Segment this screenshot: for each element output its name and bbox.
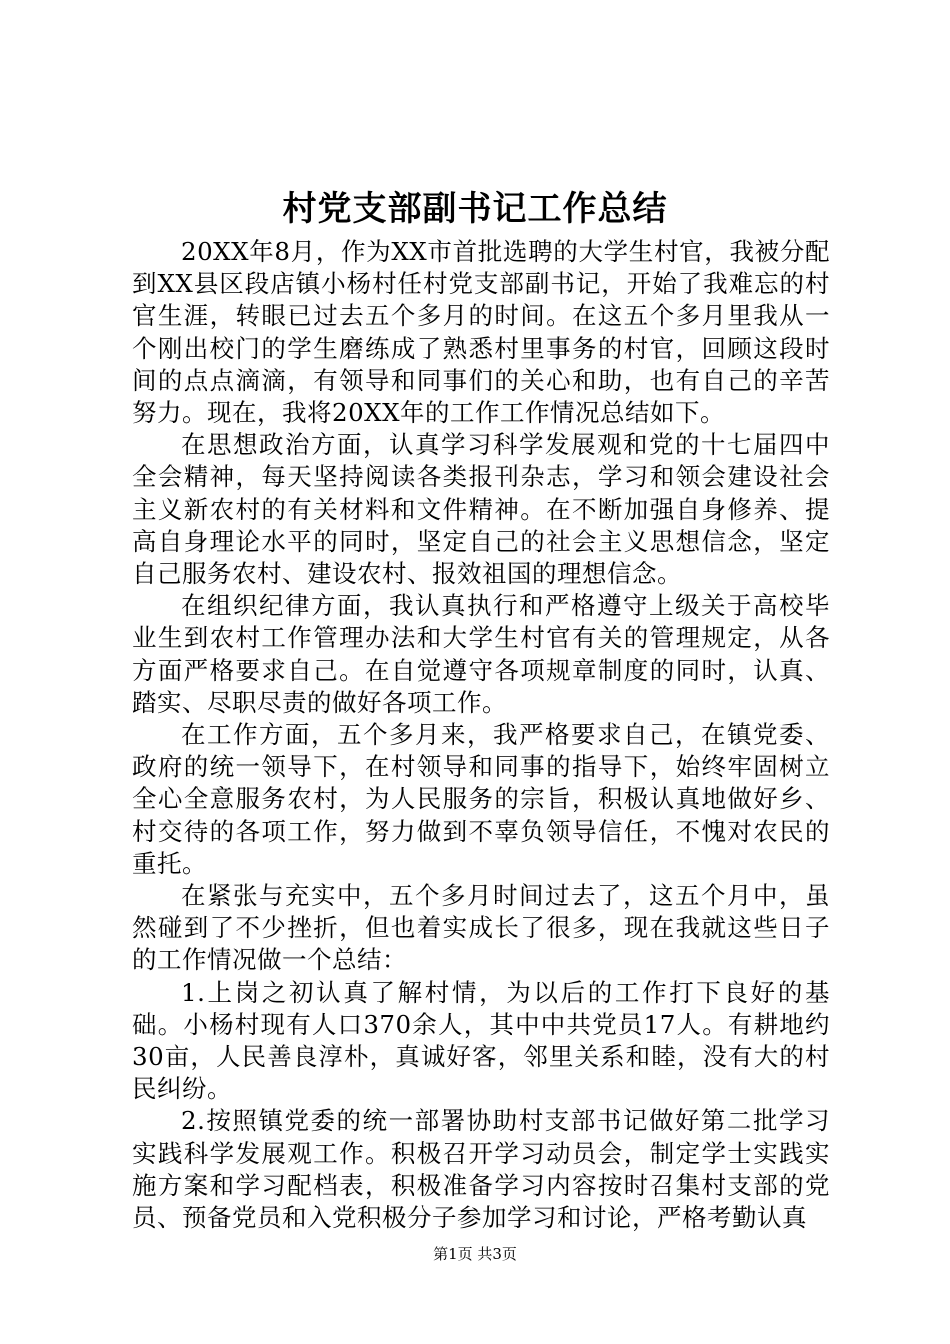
paragraph-political: 在思想政治方面，认真学习科学发展观和党的十七届四中全会精神，每天坚持阅读各类报刊杂志，学习和领会建设社会主义新农村的有关材料和文件精神。在不断加强自身修养、提高自身理论水平的同时，坚定自己的社会主义思想信念，坚定自己服务农村、建设农村、报效祖国的理想信念。 bbox=[132, 430, 830, 589]
paragraph-item-1: 1.上岗之初认真了解村情，为以后的工作打下良好的基础。小杨村现有人口370余人，其中中共党员17人。有耕地约30亩，人民善良淳朴，真诚好客，邻里关系和睦，没有大的村民纠纷。 bbox=[132, 977, 830, 1104]
paragraph-work: 在工作方面，五个多月来，我严格要求自己，在镇党委、政府的统一领导下，在村领导和同事的指导下，始终牢固树立全心全意服务农村，为人民服务的宗旨，积极认真地做好乡、村交待的各项工作，努力做到不辜负领导信任，不愧对农民的重托。 bbox=[132, 720, 830, 878]
document-body bbox=[132, 236, 830, 1234]
paragraph-discipline: 在组织纪律方面，我认真执行和严格遵守上级关于高校毕业生到农村工作管理办法和大学生村官有关的管理规定，从各方面严格要求自己。在自觉遵守各项规章制度的同时，认真、踏实、尽职尽责的做好各项工作。 bbox=[132, 591, 830, 717]
page-number-footer: 第1页 共3页 bbox=[433, 1245, 517, 1263]
paragraph-intro: 20XX年8月，作为XX市首批选聘的大学生村官，我被分配到XX县区段店镇小杨村任村党支部副书记，开始了我难忘的村官生涯，转眼已过去五个多月的时间。在这五个多月里我从一个刚出校门的学生磨练成了熟悉村里事务的村官，回顾这段时间的点点滴滴，有领导和同事们的关心和助，也有自己的辛苦努力。现在，我将20XX年的工作工作情况总结如下。 bbox=[132, 237, 830, 428]
paragraph-summary-intro: 在紧张与充实中，五个多月时间过去了，这五个月中，虽然碰到了不少挫折，但也着实成长了很多，现在我就这些日子的工作情况做一个总结： bbox=[132, 881, 830, 975]
document-title: 村党支部副书记工作总结 bbox=[282, 189, 668, 229]
paragraph-item-2: 2.按照镇党委的统一部署协助村支部书记做好第二批学习实践科学发展观工作。积极召开学习动员会，制定学士实践实施方案和学习配档表，积极准备学习内容按时召集村支部的党员、预备党员和入党积极分子参加学习和讨论，严格考勤认真 bbox=[132, 1106, 830, 1233]
